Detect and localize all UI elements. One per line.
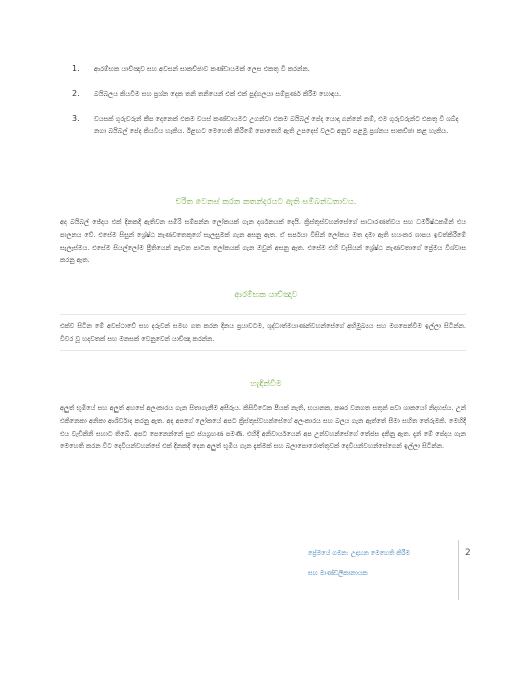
list-item: [72, 89, 472, 101]
body-paragraph: අද බයිබල් ජේදය එක් දිනකදී ඇතිවන සමිරි සම්පන්න ලෝකයක් ගැන දර්ශනයක් දෙයි. ක්‍රිස්තුස්වහන්සේගේ සාධාරණත්වය සහ ධර්මිෂ්ඨකමින් එය පාලනය වේ. එසේම සිසුන් ශ්‍රේෂ්ඨ නැණවතෙකුගේ සැලසුමක් ගැන අසනු ඇත. ඒ සර්පයා විසින් ලෝකය මත දමා ඇති භයංකර ශාපය ඉවත්කිරීමේ සැලැස්මය. එසේම සියල්ලෝම ප්‍රීතියෙන් නැවත පාටන ලෝකයක් ගැන ඔවුන් අසනු ඇත. එසේම එහි වැසියන් ශ්‍රේෂ්ඨ නැණවතාගේ ප්‍රේමය විශ්වාස කරනු ඇත.: [60, 218, 466, 265]
body-paragraph: අලුත් භූමියේ සහ අලුත් අහසේ අලංකාරය ගැන සිතාගැනීම අසීරුය. කිසිවිටෙක පීයක් නැති, භයානක, කෲර වනගත සතුන් පවා ශාකයෝ නිදහස්ය. උන් එකිනෙකා අනිකා ආශිර්වාද කරනු ඇත. අද අපගේ ලෝකයේ අපට ක්‍රිස්තුස්වහන්සේගේ අලංකාරය සහ බලය ගැන ඇත්තේ සීමා සහිත තේරුමකි. මෙහිදී එය වැඩිකිනි සහාට තිබේ. අපට පෙනෙන්නේ සුළු ජයග්‍රහණ පමණි. එහිදී අනිවාර්යයෙන් අප උන්වහන්සේගේ තේජස දකිනු ඇත. දැන් මේ පේදය ගැන මෙහෙති කරන විට දෙවියන්වහන්සේ එක් දිනකදී දෙන අලුත් භූමිය ගැන දැක්මක් සහ බලාපොරොත්තුවක් දෙවියන්වහන්සේගෙන් ඉල්ලා සිටින්න.: [60, 404, 466, 451]
list-text: බයිබලය කියවීම සහ ප්‍රශ්න දෙක තනි තනියෙන් එක් එක් පුද්ගලයා සම්පූර්ණ කිරීම හොඳය.: [94, 90, 342, 98]
list-text: ආරම්භක යාච්ඤාව සහ අවසන් සාකච්ඡාව කණ්ඩායමක් ලෙස එකතු වී කරන්න.: [94, 65, 310, 73]
divider: [60, 350, 466, 351]
footer-title: ප්‍රේමයේ ගමන: උදාහන මෙහෙති කිරීම: [308, 549, 410, 557]
section-heading: චරිත වෙනස් කරන කතන්දරයට ඇති සම්බන්ධතාවය.: [175, 196, 357, 206]
list-number: 2.: [72, 89, 80, 98]
list-item: [72, 114, 472, 137]
footer-divider: [458, 540, 459, 600]
section-heading: ආරම්භක යාච්ඤාව: [234, 289, 298, 299]
page-number: 2: [465, 548, 471, 558]
list-text: වයසක් ගුරුවරුන් කීප දෙනෙක් එකම වයස් කණ්ඩායමට උගන්වා එකම බයිබල් පේද යොදා ගන්නේ නම්, එම ගුරුවරුන්ට එකතු වී ශබ්ද නගා බයිබල් පේද කියවිය හැකිය. ඊළඟට මෙහෙති කිරීමේ පොතෙහි ඇති උපදෙස් වලට අනුව පළමු ප්‍රශ්නය සාකච්ඡා කළ හැකිය.: [94, 115, 459, 135]
divider: [60, 314, 466, 315]
body-paragraph: එක්ව සිටින මේ අවස්ථාවේ සහ දරුවන් සමඟ ගත කරන දිනය ප්‍රයාවටම, ශුද්ධාත්මයාණන්වහන්සේගේ අභිමුඛ්‍යය සහ මගපෙන්වීම ඉල්ලා සිටින්න. විවර වූ හදවතක් සහ මනසක් වෙනුවෙන් යාච්ඤා කරන්න.: [60, 322, 466, 343]
section-heading: හැඳින්වීම: [250, 378, 282, 388]
list-number: 1.: [72, 64, 80, 73]
list-item: [72, 64, 472, 76]
list-number: 3.: [72, 114, 80, 123]
footer-subtitle: සහ මාණ්ඩලිකානායක: [308, 569, 368, 577]
